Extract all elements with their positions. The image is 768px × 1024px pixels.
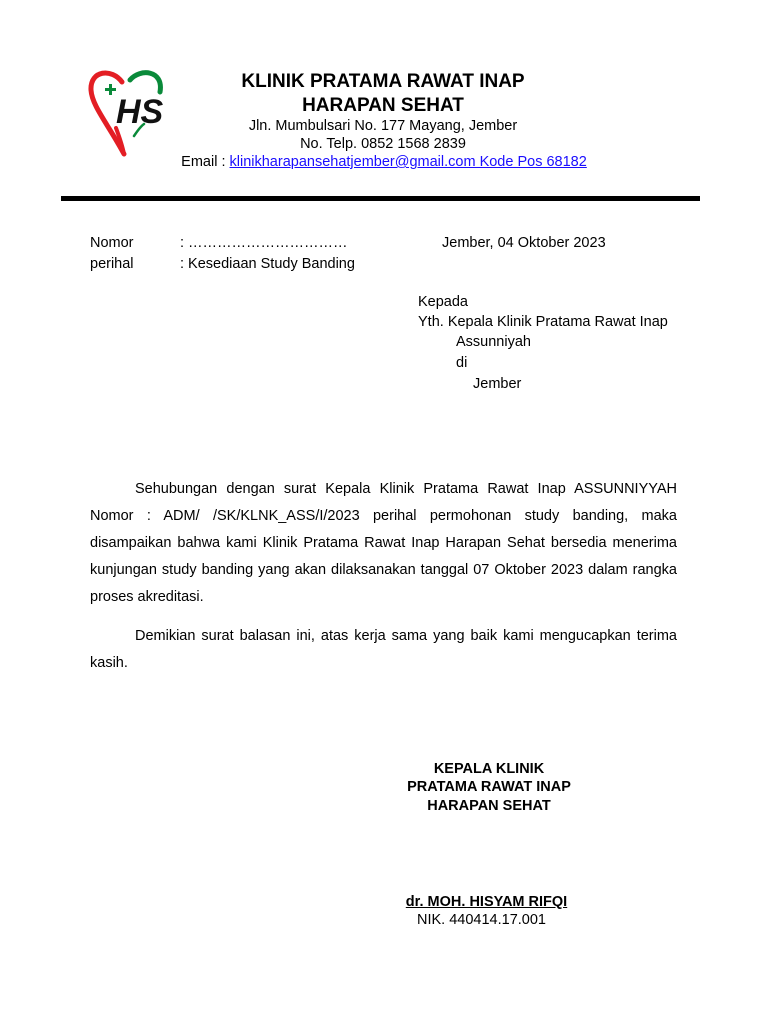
perihal-value: : Kesediaan Study Banding xyxy=(180,256,355,272)
signature-title-1: KEPALA KLINIK xyxy=(433,761,545,777)
perihal-label: perihal xyxy=(90,256,134,272)
signer-name: dr. MOH. HISYAM RIFQI xyxy=(405,894,568,910)
recipient-name: Assunniyah xyxy=(456,334,531,350)
org-name-line2: HARAPAN SEHAT xyxy=(302,95,464,116)
email-link[interactable]: klinikharapansehatjember@gmail.com Kode Pos 68182 xyxy=(229,154,587,170)
header-divider xyxy=(61,196,700,201)
recipient-title: Yth. Kepala Klinik Pratama Rawat Inap xyxy=(418,314,668,330)
heart-logo-icon xyxy=(86,66,182,162)
phone-line: No. Telp. 0852 1568 2839 xyxy=(300,136,466,152)
recipient-di: di xyxy=(456,355,468,371)
org-name-line1: KLINIK PRATAMA RAWAT INAP xyxy=(241,71,525,92)
signer-nik: NIK. 440414.17.001 xyxy=(417,912,546,928)
email-label: Email : xyxy=(181,154,230,170)
recipient-city: Jember xyxy=(473,376,522,392)
signature-title-2: PRATAMA RAWAT INAP xyxy=(407,779,571,795)
body-paragraph-2: Demikian surat balasan ini, atas kerja sama yang baik kami mengucapkan terima kasih. xyxy=(90,628,677,671)
email-line xyxy=(0,153,768,171)
letter-date: Jember, 04 Oktober 2023 xyxy=(442,235,606,251)
logo-text: HS xyxy=(116,93,164,131)
body-paragraph-1: Sehubungan dengan surat Kepala Klinik Pratama Rawat Inap ASSUNNIYYAH Nomor : ADM/ /SK/KLNK_ASS/I/2023 perihal permohonan study banding, maka disampaikan bahwa kami Klinik Pratama Rawat Inap Harapan Sehat bersedia menerima kunjungan study banding yang akan dilaksanakan tanggal 07 Oktober 2023 dalam rangka proses akreditasi. xyxy=(90,481,677,605)
clinic-logo xyxy=(86,66,182,162)
address-line: Jln. Mumbulsari No. 177 Mayang, Jember xyxy=(248,118,518,134)
signature-title-3: HARAPAN SEHAT xyxy=(427,798,551,814)
recipient-kepada: Kepada xyxy=(418,294,468,310)
nomor-value: : …………………………… xyxy=(180,235,348,251)
nomor-label: Nomor xyxy=(90,235,134,251)
